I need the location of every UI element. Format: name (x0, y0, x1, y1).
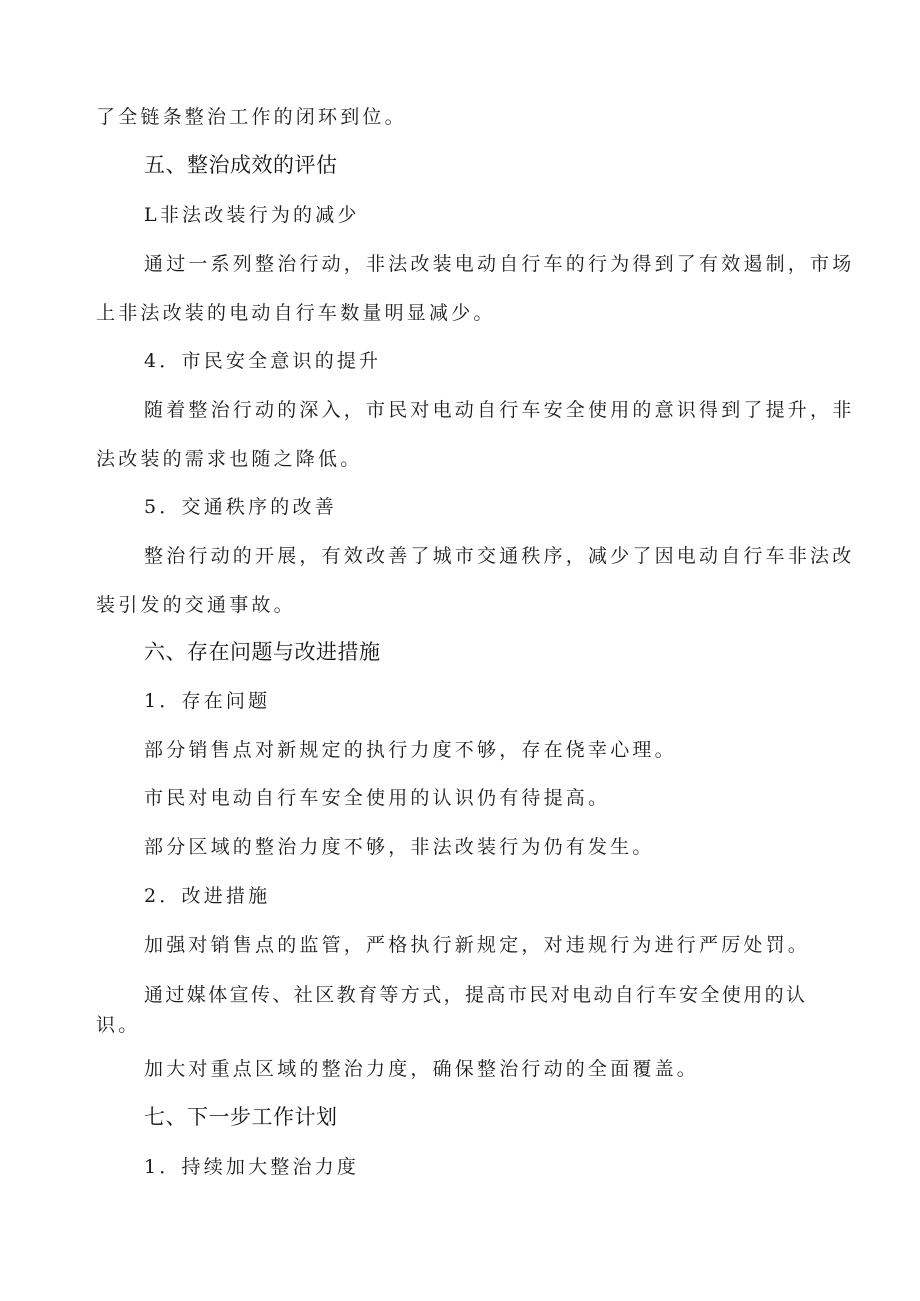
paragraph-line: 通过媒体宣传、社区教育等方式，提高市民对电动自行车安全使用的认 (144, 984, 808, 1006)
paragraph-line: 随着整治行动的深入，市民对电动自行车安全使用的意识得到了提升，非 (144, 399, 855, 421)
paragraph-line: 加大对重点区域的整治力度，确保整治行动的全面覆盖。 (144, 1058, 700, 1080)
paragraph-continuation: 了全链条整治工作的闭环到位。 (96, 106, 407, 128)
paragraph-line: 上非法改装的电动自行车数量明显减少。 (96, 302, 496, 324)
section-heading-5: 五、整治成效的评估 (144, 153, 338, 177)
subheading-1: 1．存在问题 (144, 690, 271, 712)
paragraph-line: 整治行动的开展，有效改善了城市交通秩序，减少了因电动自行车非法改 (144, 545, 855, 567)
paragraph-line: 通过一系列整治行动，非法改装电动自行车的行为得到了有效遏制，市场 (144, 253, 855, 275)
paragraph-line: 加强对销售点的监管，严格执行新规定，对违规行为进行严厉处罚。 (144, 934, 811, 956)
subheading-2: 2．改进措施 (144, 885, 271, 907)
paragraph-line: 部分销售点对新规定的执行力度不够，存在侥幸心理。 (144, 739, 677, 761)
section-heading-7: 七、下一步工作计划 (144, 1105, 338, 1129)
paragraph-line: 装引发的交通事故。 (96, 594, 296, 616)
paragraph-line: 市民对电动自行车安全使用的认识仍有待提高。 (144, 787, 611, 809)
subheading-1: L非法改装行为的减少 (144, 204, 360, 226)
paragraph-line: 法改装的需求也随之降低。 (96, 448, 363, 470)
subheading-4: 4．市民安全意识的提升 (144, 350, 382, 372)
paragraph-line: 部分区域的整治力度不够，非法改装行为仍有发生。 (144, 836, 655, 858)
subheading-1: 1．持续加大整治力度 (144, 1156, 360, 1178)
paragraph-line: 识。 (96, 1014, 141, 1036)
section-heading-6: 六、存在问题与改进措施 (144, 640, 381, 664)
subheading-5: 5．交通秩序的改善 (144, 496, 337, 518)
